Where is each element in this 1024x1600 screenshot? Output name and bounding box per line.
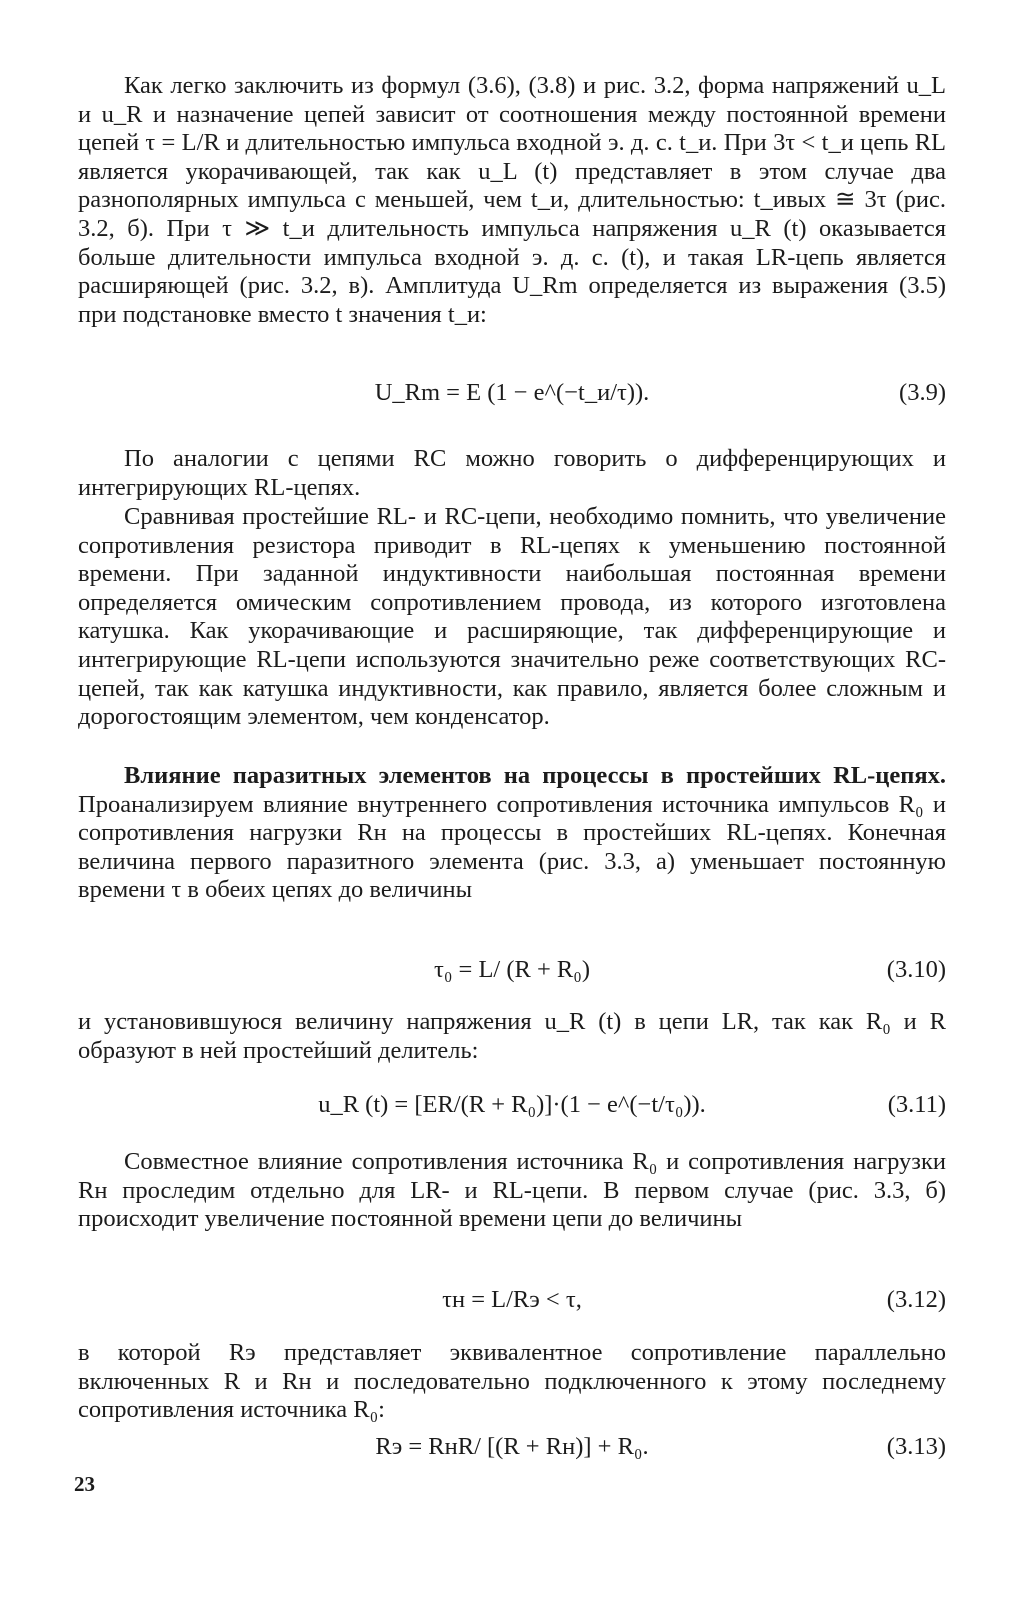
equation-formula: U_Rm = E (1 − e^(−t_и/τ)). [374,379,650,406]
equation-number: (3.9) [899,379,946,406]
equation-3-13 [78,1431,946,1463]
equation-formula: u_R (t) = [ER/(R + R₀)]·(1 − e^(−t/τ₀)). [318,1091,706,1118]
equation-number: (3.10) [886,956,946,983]
equation-formula: τн = L/Rэ < τ, [442,1286,582,1313]
paragraph-combined-influence: Совместное влияние сопротивления источника R₀ и сопротивления нагрузки Rн проследим отдельно для LR- и RL-цепи. В первом случае (рис. 3.3, б) происходит увеличение постоянной времени цепи до величины [78,1148,946,1233]
equation-number: (3.11) [887,1091,946,1118]
equation-formula: Rэ = RнR/ [(R + Rн)] + R₀. [375,1433,649,1460]
paragraph-voltage-divider: и установившуюся величину напряжения u_R (t) в цепи LR, так как R₀ и R образуют в ней простейший делитель: [78,1008,946,1064]
equation-number: (3.13) [886,1433,946,1460]
equation-number: (3.12) [886,1286,946,1313]
section-run-in-heading: Влияние паразитных элементов на процессы в простейших RL-цепях. [124,762,946,789]
paragraph-parasitic-elements [78,762,946,905]
paragraph-equivalent-resistance: в которой Rэ представляет эквивалентное сопротивление параллельно включенных R и Rн и последовательно подключенного к этому последнему сопротивления источника R₀: [78,1339,946,1424]
paragraph-analogy: По аналогии с цепями RC можно говорить о дифференцирующих и интегрирующих RL-цепях. [78,445,946,501]
section-text: Проанализируем влияние внутреннего сопротивления источника импульсов R₀ и сопротивления нагрузки Rн на процессы в простейших RL-цепях. Конечная величина первого паразитного элемента (рис. 3.3, а) уменьшает постоянную времени τ в обеих цепях до величины [78,790,946,904]
equation-3-10 [78,954,946,986]
equation-3-12 [78,1284,946,1316]
paragraph-time-constant: Как легко заключить из формул (3.6), (3.8) и рис. 3.2, форма напряжений u_L и u_R и назначение цепей зависит от соотношения между постоянной времени цепей τ = L/R и длительностью импульса входной э. д. с. t_и. При 3τ < t_и цепь RL является укорачивающей, так как u_L (t) представляет в этом случае два разнополярных импульса с меньшей, чем t_и, длительностью: t_ивых ≅ 3τ (рис. 3.2, б). При τ ≫ t_и длительность импульса напряжения u_R (t) оказывается больше длительности импульса входной э. д. с. (t), и такая LR-цепь является расширяющей (рис. 3.2, в). Амплитуда U_Rm определяется из выражения (3.5) при подстановке вместо t значения t_и: [78,72,946,328]
paragraph-comparison: Сравнивая простейшие RL- и RC-цепи, необходимо помнить, что увеличение сопротивления резистора приводит в RL-цепях к уменьшению постоянной времени. При заданной индуктивности наибольшая постоянная времени определяется омическим сопротивлением провода, из которого изготовлена катушка. Как укорачивающие и расширяющие, так дифференцирующие и интегрирующие RL-цепи используются значительно реже соответствующих RC-цепей, так как катушка индуктивности, как правило, является более сложным и дорогостоящим элементом, чем конденсатор. [78,503,946,731]
equation-3-9 [78,377,946,409]
equation-3-11 [78,1089,946,1121]
equation-formula: τ₀ = L/ (R + R₀) [434,956,590,983]
page-number: 23 [74,1472,95,1496]
